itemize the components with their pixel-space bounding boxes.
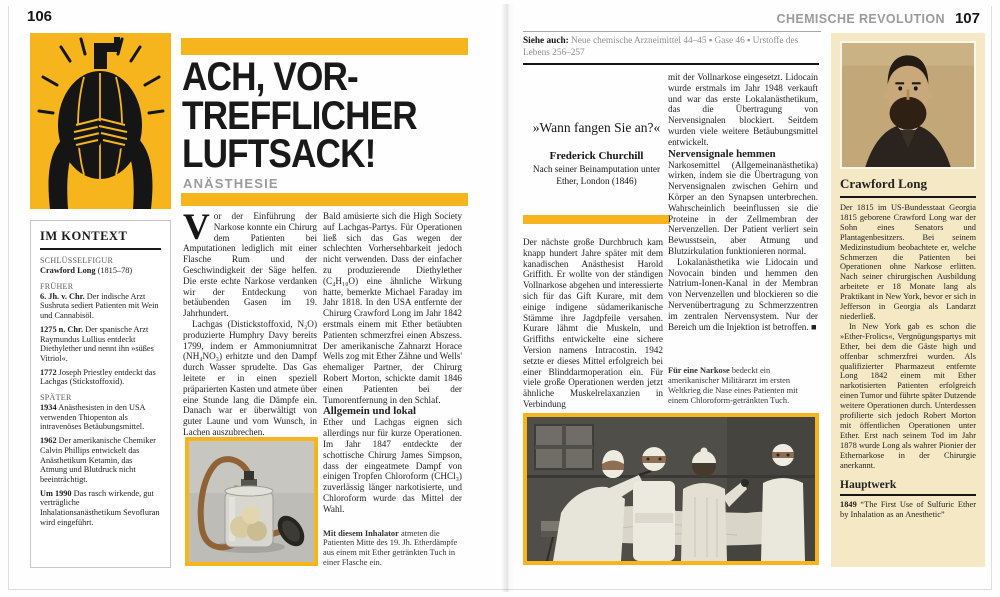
drop-cap: V <box>183 207 210 248</box>
gas-bag-in-hands-icon <box>30 33 171 209</box>
main-work-label: Hauptwerk <box>840 479 976 496</box>
chapter-title: CHEMISCHE REVOLUTION <box>776 12 945 26</box>
timeline-year: 1962 <box>40 436 57 446</box>
headline-line-3: LUFTSACK! <box>182 132 376 176</box>
see-also-label: Siehe auch: <box>523 36 569 46</box>
earlier-label: FRÜHER <box>40 281 74 291</box>
headline-line-1: ACH, VOR- <box>182 55 358 99</box>
paragraph: Narkosemittel (Allgemeinanästhetika) wirken, indem sie die Übertragung von Nervensignalen zwischen Gehirn und Körper an den Synapsen unterbrechen. Wahrscheinlich beeinflussen sie die Proteine in der Zellmembran der Nervenzellen. Der Patient verliert sein Bewusstsein, aber Atmung und Blutzirkulation funktionieren normal. <box>668 159 818 256</box>
biography-paragraph: In New York gab es schon die »Ether-Frolics«, Vergnügungspartys mit Ether, bei dem die Gäste high und offenbar schmerzfrei wurden. Als qualifizierter Pharmazeut entfernte Long 1842 einem mit Ether narkotisierten Patienten erfolgreich einen Tumor und führte später Dutzende weitere Operationen durch. Unterdessen profilierte sich jedoch Robert Morton mit öffentlichen Operationen unter Ether. Erst nach seinem Tod im Jahr 1878 wurde Long als wahrer Pionier der Ethernarkose in der Chirurgie anerkannt. <box>840 321 976 470</box>
header-rule <box>523 63 819 65</box>
paragraph: Lachgas (Distickstoffoxid, N₂O) produzierte Humphry Davy bereits 1799, indem er Ammoniumnitrat (NH₄NO₃) erhitzte und den Dampf durch Wasser sprudelte. Das Gas leitete er in einen speziell präparierten Kasten und atmete über eine Stunde lang die Dämpfe ein. Danach war er überwältigt von guter Laune und vom Wunsch, in Lachen auszubrechen. <box>183 318 317 437</box>
caption-lead: Für eine Narkose <box>668 366 730 375</box>
later-label: SPÄTER <box>40 393 72 403</box>
section-heading: Nervensignale hemmen <box>668 147 776 160</box>
pull-quote <box>523 120 670 188</box>
article-headline <box>182 55 417 176</box>
body-column-1 <box>183 207 317 438</box>
paragraph: Lokalanästhetika wie Lidocain und Novocain binden und hemmen den Natrium-Ionen-Kanal in der Membran von Nervenzellen und blockieren so die Nervenübertragung zu Schmerzzentren im zentralen Nervensystem. Nur der Bereich um die Injektion ist betroffen. ■ <box>668 256 818 332</box>
headline-line-2: TREFFLICHER <box>182 93 417 138</box>
timeline-year: 1772 <box>40 367 57 377</box>
see-also-strip <box>523 31 821 59</box>
quote-author: Frederick Churchill <box>549 150 644 162</box>
inhaler-photo <box>185 437 318 566</box>
paragraph: Bald amüsierte sich die High Society auf Lachgas-Partys. Für Operationen ließ sich das Gas wegen der schlechten Vorhersehbarkeit jedoch nicht verwenden. Dass der einfacher zu produzierende Diethylether (C₄H₁₀O) eine ähnliche Wirkung hatte, bemerkte Michael Faraday im Jahr 1818. In den USA entfernte der Chirurg Crawford Long im Jahr 1842 erstmals einem mit Ether betäubten Patienten schmerzfrei einen Abszess. Der amerikanische Zahnarzt Horace Wells zog mit Ether Zähne und Wells' ehemaliger Partner, der Chirurg Robert Morton, schickte damit 1846 einen Patienten bei der Tumorentfernung in den Schlaf. <box>323 211 462 405</box>
body-column-3 <box>523 237 663 410</box>
timeline-entry <box>40 368 161 387</box>
biography-sidebar <box>831 33 985 567</box>
key-figure-dates: (1815–78) <box>95 266 133 275</box>
quote-bar <box>523 215 670 224</box>
context-panel <box>30 220 171 568</box>
caption-text: bedeckt ein amerikanischer Militärarzt im ersten Weltkrieg die Nase eines Patienten mit einem Chloroform-getränkten Tuch. <box>668 366 798 405</box>
see-also-links[interactable]: Neue chemische Arzneimittel 44–45 ▪ Gase 46 ▪ Urstoffe des Lebens 256–257 <box>523 36 799 58</box>
timeline-text: Das rasch wirkende, gut verträgliche Inhalationsanästhetikum Sevofluran wird eingeführt. <box>40 488 160 527</box>
main-work-entry <box>840 500 976 520</box>
paragraph: Der nächste große Durchbruch kam knapp hundert Jahre später mit dem kanadischen Anästhesist Harold Griffith. Er wollte von der ständigen Vollnarkose abgehen und interessierte sich für das Gift Kurare, mit dem einige indigene südamerikanische Stämme ihre Jagdpfeile versahen. Kurare lähmt die Muskeln, und Griffiths entwickelte eine sichere Version namens Intracostin. 1942 setzte er dieses Mittel erfolgreich bei einer Blinddarmoperation ein. Für viele große Operationen werden jetzt ähnliche Muskelrelaxanzien in Verbindung <box>523 237 663 409</box>
paragraph: mit der Vollnarkose eingesetzt. Lidocain wurde erstmals im Jahr 1948 verkauft und war das erste Lokalanästhetikum, das die Übertragung von Nervensignalen blockiert. Seitdem wurden viele weitere Betäubungsmittel entwickelt. <box>668 72 818 147</box>
paragraph-text: or der Einführung der Narkose konnte ein Chirurg dem Patienten bei Amputationen lediglich mit einer Flasche Rum und der Geschwindigkeit der Säge helfen. Die erste echte Narkose verdanken wir der Entdeckung von betäubenden Gasen im 19. Jahrhundert. <box>183 211 317 319</box>
page-edge-right <box>991 6 992 589</box>
body-column-4 <box>668 72 818 332</box>
book-gutter <box>501 4 515 592</box>
timeline-entry <box>40 489 161 528</box>
section-heading: Allgemein und lokal <box>323 405 416 418</box>
biography-name: Crawford Long <box>840 176 976 198</box>
operation-photo-caption <box>668 366 818 406</box>
context-panel-title: IM KONTEXT <box>40 229 161 250</box>
key-figure-entry <box>40 266 161 276</box>
headline-bar-bottom <box>181 193 468 206</box>
quote-text: »Wann fangen Sie an?« <box>532 120 661 135</box>
article-subtitle: ANÄSTHESIE <box>183 176 279 191</box>
crawford-long-portrait <box>840 41 976 169</box>
page-edge-bottom <box>8 589 992 590</box>
paragraph: Ether und Lachgas eignen sich allerdings nur für kurze Operationen. Im Jahr 1847 entdeckte der schottische Chirurg James Simpson, dass der eingeatmete Dampf von einigen Tropfen Chloroform (CHCl₃) zuverlässig länger narkotisierte, und Chloroform wurde das Mittel der Wahl. <box>323 417 462 514</box>
caption-text: atmeten die Patienten Mitte des 19. Jh. Etherdämpfe aus einem mit Ether getränkten Tuch in einer Flasche ein. <box>323 528 458 568</box>
key-figure-name: Crawford Long <box>40 266 96 275</box>
page-number-left: 106 <box>27 8 53 25</box>
timeline-entry <box>40 292 161 321</box>
timeline-text: Joseph Priestley entdeckt das Lachgas (Stickstoffoxid). <box>40 367 156 387</box>
inhaler-photo-caption <box>323 529 462 569</box>
operation-photo <box>523 413 819 565</box>
page-edge-left <box>8 6 9 589</box>
timeline-entry <box>40 403 161 432</box>
main-work-year: 1849 <box>840 500 857 510</box>
timeline-text: Der spanische Arzt Raymundus Lullius entdeckt Diethylether und nennt ihn »süßes Vitriol«. <box>40 324 154 363</box>
timeline-text: Anästhesisten in den USA verwenden Thiopenton als intravenöses Betäubungsmittel. <box>40 403 146 432</box>
quote-source: Nach seiner Beinamputation unter Ether, London (1846) <box>532 165 661 187</box>
timeline-entry <box>40 436 161 485</box>
main-work-title: “The First Use of Sulfuric Ether by Inhalation as an Anesthetic” <box>840 500 976 520</box>
timeline-text: Der amerikanische Chemiker Calvin Phillips entwickelt das Anästhetikum Ketamin, das Atmung und Blutdruck nicht beeinträchtigt. <box>40 436 156 484</box>
timeline-year: 6. Jh. v. Chr. <box>40 291 85 301</box>
page-number-right: 107 <box>954 10 980 27</box>
timeline-year: 1275 n. Chr. <box>40 324 84 334</box>
timeline-year: Um 1990 <box>40 488 72 498</box>
running-head <box>650 10 980 28</box>
biography-paragraph: Der 1815 im US-Bundesstaat Georgia 1815 geborene Crawford Long war der Sohn eines Senators und Plantagenbesitzers. Bei seinem Medizinstudium beobachtete er, welche Schmerzen die Patienten bei Operationen ohne Narkose erlitten. Nach seiner chirurgischen Ausbildung arbeitete er 18 Monate lang als Praktikant in New York, bevor er sich in Jefferson in Georgia als Landarzt niederließ. <box>840 203 976 321</box>
key-figure-label: SCHLÜSSELFIGUR <box>40 256 114 265</box>
caption-lead: Mit diesem Inhalator <box>323 528 399 538</box>
timeline-entry <box>40 325 161 364</box>
timeline-text: Der indische Arzt Sushruta sediert Patienten mit Wein und Cannabisöl. <box>40 291 159 321</box>
headline-bar-top <box>181 38 468 55</box>
paragraph <box>183 207 317 319</box>
body-column-2 <box>323 211 462 568</box>
timeline-year: 1934 <box>40 403 57 413</box>
